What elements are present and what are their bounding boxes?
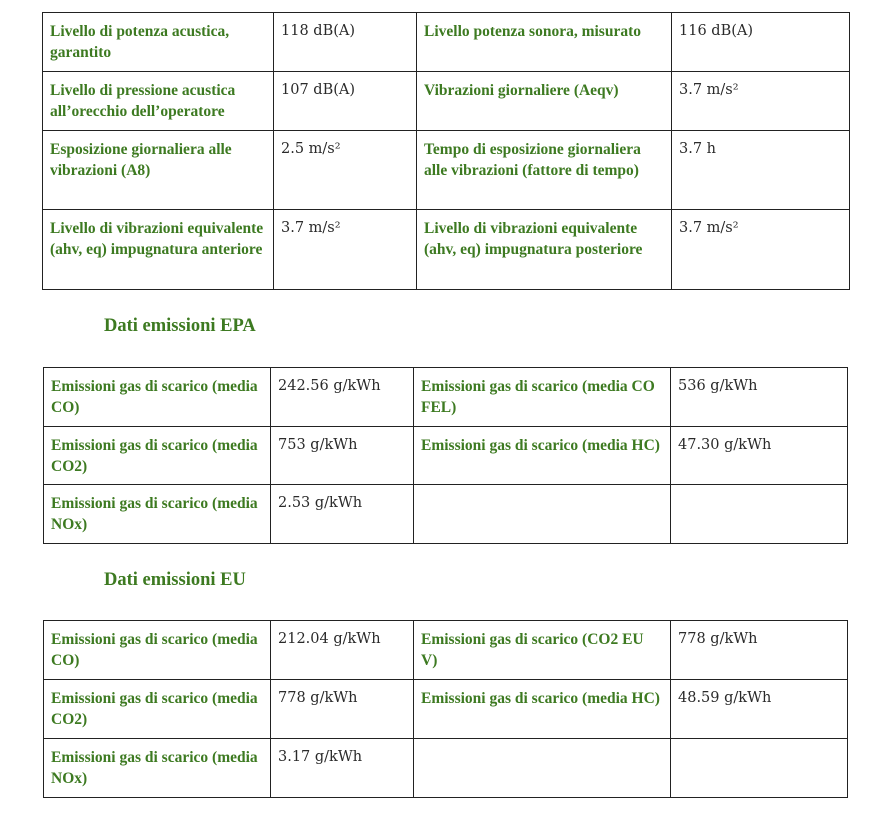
spec-label: Emissioni gas di scarico (media NOx): [44, 739, 271, 798]
table-row: [44, 485, 848, 544]
spec-label: Livello potenza sonora, misurato: [417, 13, 672, 72]
spec-value: 2.53 g/kWh: [271, 485, 414, 544]
spec-label: Livello di pressione acustica all’orecchio dell’operatore: [43, 72, 274, 131]
spec-value: 107 dB(A): [274, 72, 417, 131]
empty-cell: [414, 485, 671, 544]
spec-value: 212.04 g/kWh: [271, 621, 414, 680]
table-row: [44, 739, 848, 798]
spec-label: Emissioni gas di scarico (media CO2): [44, 427, 271, 485]
spec-label: Emissioni gas di scarico (media HC): [414, 680, 671, 739]
spec-value: 536 g/kWh: [671, 368, 848, 427]
eu-section-heading: Dati emissioni EU: [104, 570, 246, 590]
empty-cell: [671, 485, 848, 544]
vibration-spec-table: [42, 12, 850, 290]
spec-value: 48.59 g/kWh: [671, 680, 848, 739]
spec-value: 242.56 g/kWh: [271, 368, 414, 427]
table-row: [44, 621, 848, 680]
spec-label: Vibrazioni giornaliere (Aeqv): [417, 72, 672, 131]
spec-label: Emissioni gas di scarico (media CO2): [44, 680, 271, 739]
spec-value: 47.30 g/kWh: [671, 427, 848, 485]
spec-value: 753 g/kWh: [271, 427, 414, 485]
table-row: [43, 72, 850, 131]
table-row: [44, 680, 848, 739]
spec-label: Esposizione giornaliera alle vibrazioni (A8): [43, 131, 274, 210]
spec-label: Emissioni gas di scarico (media NOx): [44, 485, 271, 544]
spec-label: Emissioni gas di scarico (media HC): [414, 427, 671, 485]
table-row: [43, 131, 850, 210]
eu-emissions-table: [43, 620, 848, 798]
table-row: [44, 368, 848, 427]
spec-value: 116 dB(A): [672, 13, 850, 72]
spec-label: Emissioni gas di scarico (media CO): [44, 621, 271, 680]
table-row: [43, 210, 850, 290]
empty-cell: [414, 739, 671, 798]
spec-value: 3.7 h: [672, 131, 850, 210]
spec-label: Emissioni gas di scarico (media CO FEL): [414, 368, 671, 427]
spec-value: 778 g/kWh: [671, 621, 848, 680]
spec-value: 118 dB(A): [274, 13, 417, 72]
empty-cell: [671, 739, 848, 798]
spec-value: 3.7 m/s²: [274, 210, 417, 290]
epa-emissions-table: [43, 367, 848, 544]
spec-value: 3.7 m/s²: [672, 210, 850, 290]
table-row: [44, 427, 848, 485]
spec-label: Emissioni gas di scarico (media CO): [44, 368, 271, 427]
spec-label: Emissioni gas di scarico (CO2 EU V): [414, 621, 671, 680]
spec-value: 778 g/kWh: [271, 680, 414, 739]
table-row: [43, 13, 850, 72]
spec-value: 2.5 m/s²: [274, 131, 417, 210]
spec-label: Tempo di esposizione giornaliera alle vibrazioni (fattore di tempo): [417, 131, 672, 210]
spec-label: Livello di vibrazioni equivalente (ahv, eq) impugnatura anteriore: [43, 210, 274, 290]
spec-label: Livello di vibrazioni equivalente (ahv, eq) impugnatura posteriore: [417, 210, 672, 290]
spec-label: Livello di potenza acustica, garantito: [43, 13, 274, 72]
spec-value: 3.7 m/s²: [672, 72, 850, 131]
spec-value: 3.17 g/kWh: [271, 739, 414, 798]
epa-section-heading: Dati emissioni EPA: [104, 316, 256, 336]
